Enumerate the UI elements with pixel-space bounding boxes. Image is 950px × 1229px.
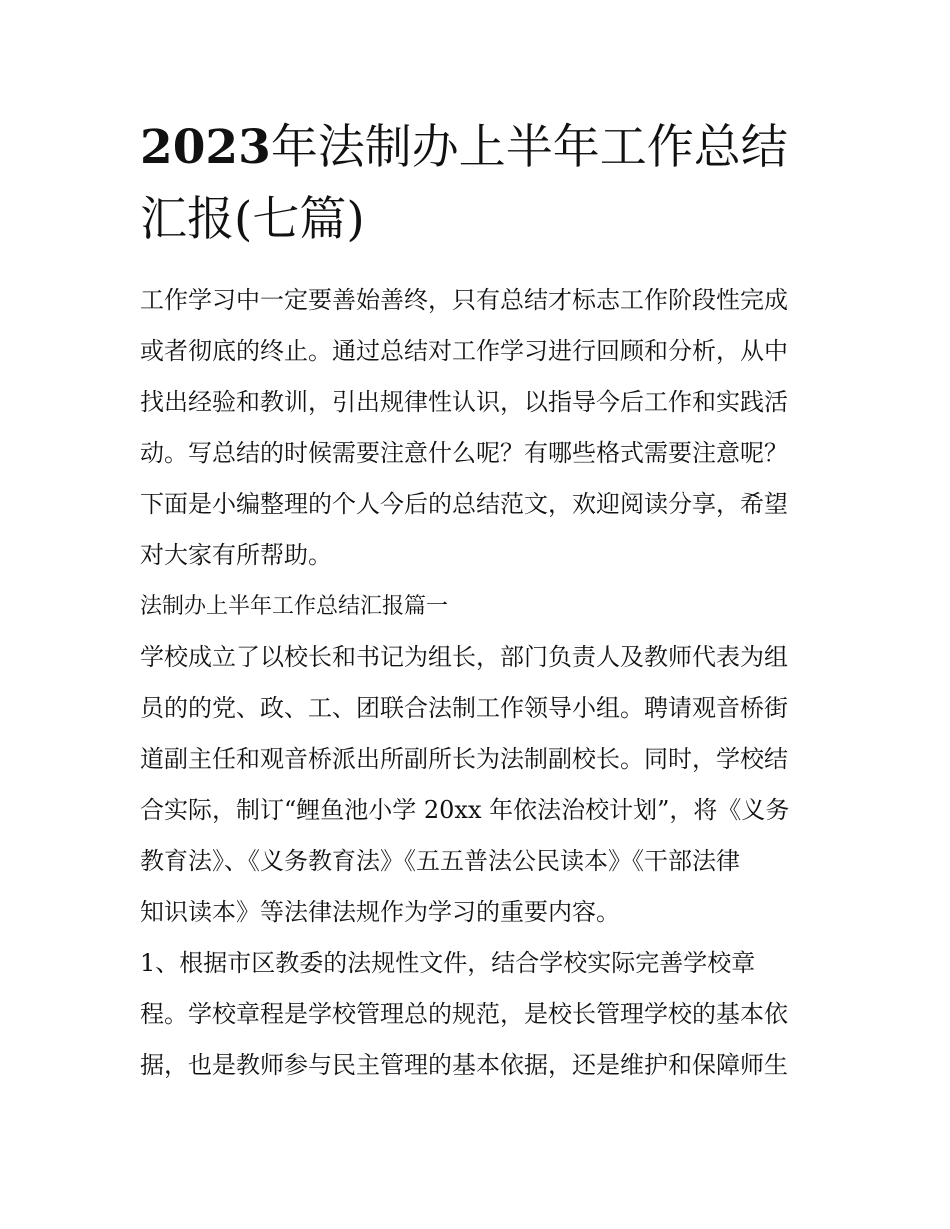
point-line: 据，也是教师参与民主管理的基本依据，还是维护和保障师生	[140, 1051, 788, 1079]
intro-line: 下面是小编整理的个人今后的总结范文，欢迎阅读分享，希望	[140, 490, 788, 518]
section-line: 员的的党、政、工、团联合法制工作领导小组。聘请观音桥街	[140, 694, 788, 722]
section-line: 学校成立了以校长和书记为组长，部门负责人及教师代表为组	[140, 643, 788, 671]
section-line: 教育法》、《义务教育法》《五五普法公民读本》《干部法律	[140, 847, 740, 875]
title-year: 2023	[140, 120, 271, 175]
document-body	[140, 275, 820, 1091]
intro-line: 动。写总结的时候需要注意什么呢？有哪些格式需要注意呢？	[140, 439, 788, 467]
document-title	[140, 112, 820, 256]
point-line: 程。学校章程是学校管理总的规范，是校长管理学校的基本依	[140, 1000, 788, 1028]
title-text: 年法制办上半年工作总结汇报(七篇)	[140, 120, 788, 247]
point-line: 1、根据市区教委的法规性文件，结合学校实际完善学校章	[140, 949, 756, 977]
section-heading: 法制办上半年工作总结汇报篇一	[140, 594, 449, 619]
section-line: 道副主任和观音桥派出所副所长为法制副校长。同时，学校结	[140, 745, 788, 773]
intro-line: 工作学习中一定要善始善终，只有总结才标志工作阶段性完成	[140, 286, 788, 314]
intro-line: 对大家有所帮助。	[140, 541, 332, 569]
section-line: 合实际，制订“鲤鱼池小学 20xx 年依法治校计划”，将《义务	[140, 796, 790, 824]
intro-line: 或者彻底的终止。通过总结对工作学习进行回顾和分析，从中	[140, 337, 788, 365]
section-line: 知识读本》等法律法规作为学习的重要内容。	[140, 898, 620, 926]
intro-line: 找出经验和教训，引出规律性认识，以指导今后工作和实践活	[140, 388, 788, 416]
